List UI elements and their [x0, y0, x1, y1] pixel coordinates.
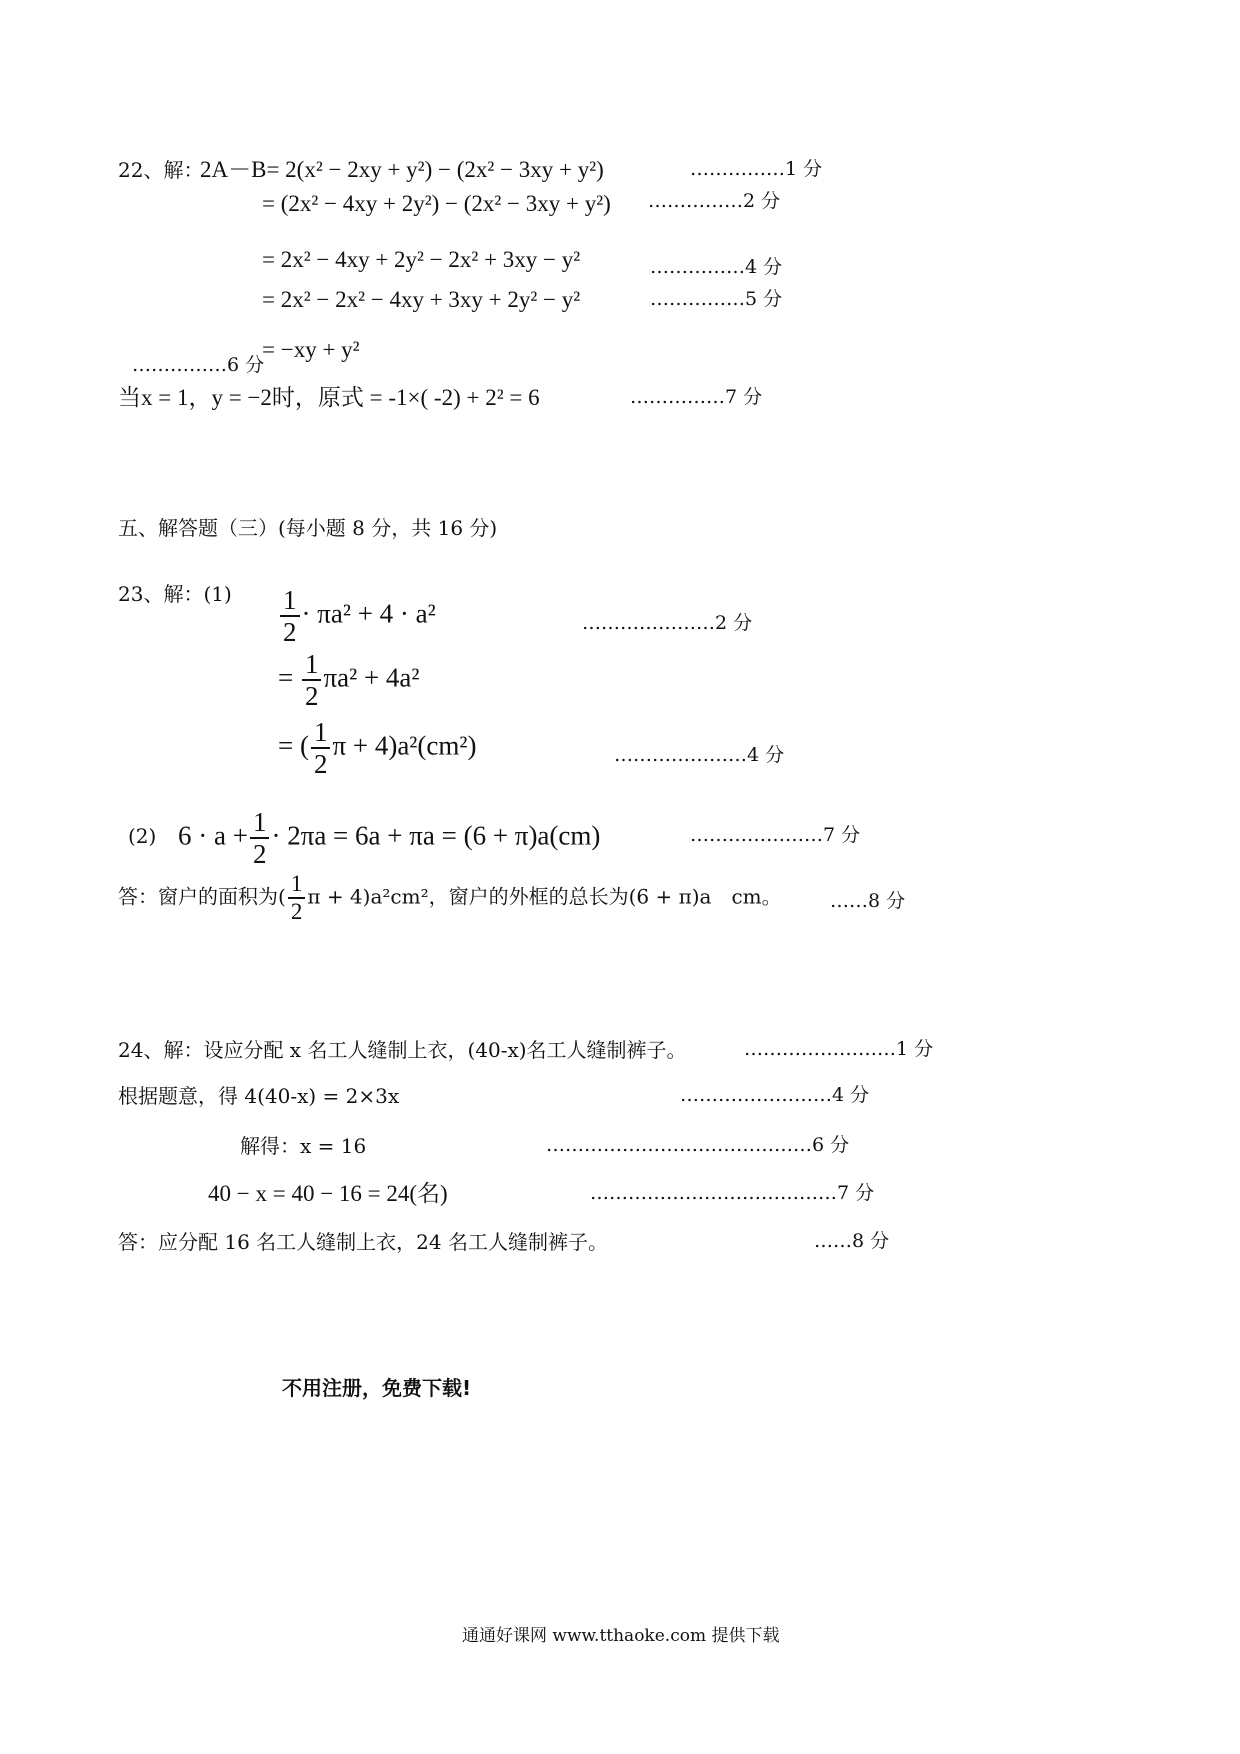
q22-line2: = (2x² − 4xy + 2y²) − (2x² − 3xy + y²) [262, 191, 611, 216]
section-heading: 五、解答题（三）(每小题 8 分，共 16 分) [118, 516, 498, 540]
fraction-one-half: $\frac{1}{2}$ [280, 586, 300, 647]
q22-score3: ……………4 分 [650, 256, 783, 278]
q22-score4: ……………5 分 [650, 288, 783, 310]
q23-part2-label: (2) [128, 824, 157, 848]
q23-label: 23、解：(1) [118, 582, 232, 606]
fraction-one-half: $\frac{1}{2}$ [302, 650, 322, 711]
q23-score1: …………………2 分 [582, 612, 753, 634]
q22-score1: ……………1 分 [690, 158, 823, 180]
q23-answer: 答：窗户的面积为( $\frac{1}{2}$ π + 4)a²cm²，窗户的外框的总长为(6 + π)a cm。 [118, 871, 782, 925]
fraction-one-half: $\frac{1}{2}$ [311, 718, 331, 779]
q24-score1: ……………………1 分 [744, 1038, 934, 1060]
q23-part2: 6 · a + $\frac{1}{2}$ · 2πa = 6a + πa = (6 + π)a(cm) [178, 807, 601, 870]
q24-score2: ……………………4 分 [680, 1084, 870, 1106]
q23-score3: …………………4 分 [614, 744, 785, 766]
q24-score4: …………………………………7 分 [590, 1182, 875, 1204]
q24-line3: 解得：x = 16 [240, 1134, 367, 1158]
q24-line2: 根据题意，得 4(40-x) = 2×3x [118, 1084, 400, 1108]
q23-line3: = ( $\frac{1}{2}$ π + 4)a²(cm²) [278, 717, 477, 780]
q22-score2: ……………2 分 [648, 190, 781, 212]
q22-line6: 当x = 1，y = −2时，原式 = -1×( -2) + 2² = 6 [118, 385, 540, 410]
q24-score5: ……8 分 [814, 1230, 890, 1252]
q22-line3: = 2x² − 4xy + 2y² − 2x² + 3xy − y² [262, 247, 581, 272]
q22-line4: = 2x² − 2x² − 4xy + 3xy + 2y² − y² [262, 287, 581, 312]
page-footer: 通通好课网 www.tthaoke.com 提供下载 [462, 1626, 780, 1646]
fraction-one-half: $\frac{1}{2}$ [288, 872, 306, 924]
q23-score5: ……8 分 [830, 890, 906, 912]
q22-label: 22、解： [118, 158, 204, 182]
q24-answer: 答：应分配 16 名工人缝制上衣，24 名工人缝制裤子。 [118, 1230, 608, 1254]
q23-score4: …………………7 分 [690, 824, 861, 846]
q24-line1: 24、解：设应分配 x 名工人缝制上衣，(40-x)名工人缝制裤子。 [118, 1038, 687, 1062]
q23-line1: $\frac{1}{2}$ · πa² + 4 · a² [278, 586, 436, 647]
q22-line5: = −xy + y² [262, 337, 360, 362]
q23-line2: = $\frac{1}{2}$ πa² + 4a² [278, 649, 420, 712]
q22-score5: ……………6 分 [132, 354, 265, 376]
q22-line1: 2A－B= 2(x² − 2xy + y²) − (2x² − 3xy + y²) [200, 157, 604, 182]
promo-text: 不用注册，免费下载! [282, 1376, 472, 1400]
q22-score6: ……………7 分 [630, 386, 763, 408]
q24-line4: 40 − x = 40 − 16 = 24(名) [208, 1181, 448, 1206]
fraction-one-half: $\frac{1}{2}$ [250, 808, 270, 869]
q24-score3: ……………………………………6 分 [546, 1134, 850, 1156]
